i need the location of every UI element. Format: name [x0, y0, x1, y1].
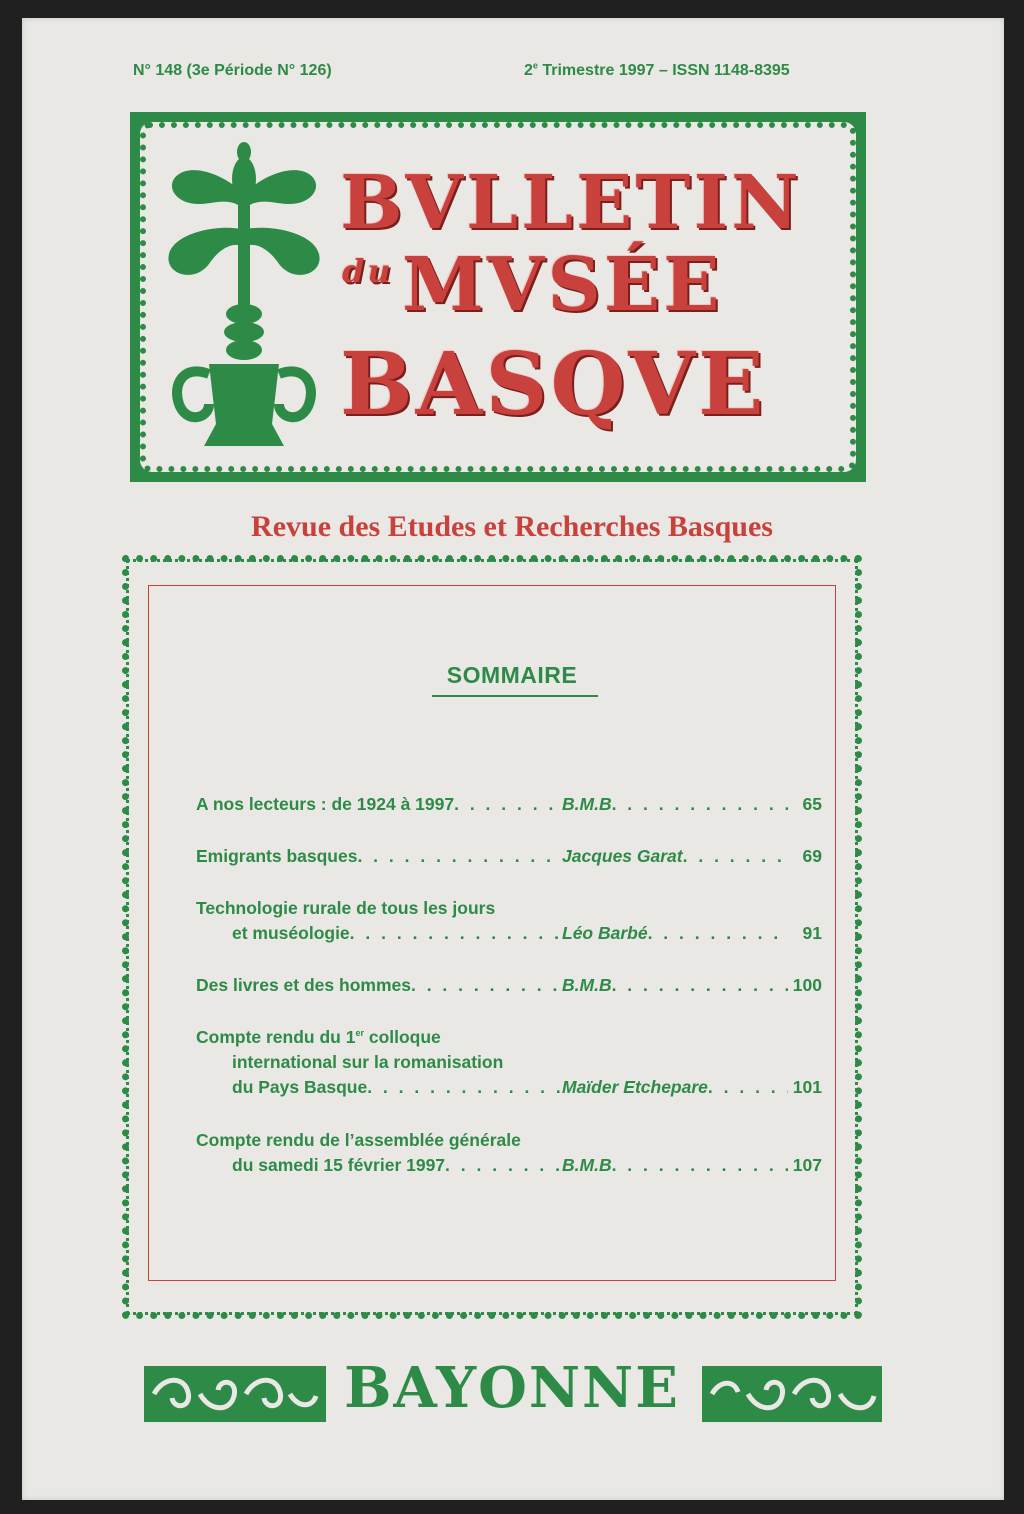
toc-entry: A nos lecteurs : de 1924 à 1997 . . . B.M.B . . . 65: [196, 792, 822, 817]
footer-bayonne: BAYONNE: [344, 1355, 680, 1421]
trimester-issn: 2e Trimestre 1997 – ISSN 1148-8395: [524, 60, 790, 79]
plant-vase-icon: [154, 134, 334, 464]
sommaire-underline: [432, 695, 598, 697]
toc-entry: Compte rendu de l’assemblée générale du samedi 15 février 1997 . . . B.M.B . . . 107: [196, 1128, 822, 1178]
toc-entry: Compte rendu du 1er colloque international sur la romanisation du Pays Basque . . . Maïder Etchepare . . . 101: [196, 1025, 822, 1100]
title-panel: [130, 112, 866, 482]
sommaire-heading: SOMMAIRE: [446, 662, 578, 688]
title-du: du: [342, 252, 394, 290]
toc-entry: Emigrants basques . . . Jacques Garat . . . 69: [196, 844, 822, 869]
issue-number: N° 148 (3e Période N° 126): [133, 62, 332, 79]
toc-entry: Des livres et des hommes . . . B.M.B . . . 100: [196, 973, 822, 998]
toc-entry: Technologie rurale de tous les jours et muséologie . . . Léo Barbé . . . 91: [196, 896, 822, 946]
subtitle: Revue des Etudes et Recherches Basques: [251, 510, 773, 543]
title-musee: MVSÉE: [402, 242, 723, 328]
title-bulletin: BVLLETIN: [340, 160, 802, 246]
title-basque: BASQVE: [340, 334, 767, 435]
